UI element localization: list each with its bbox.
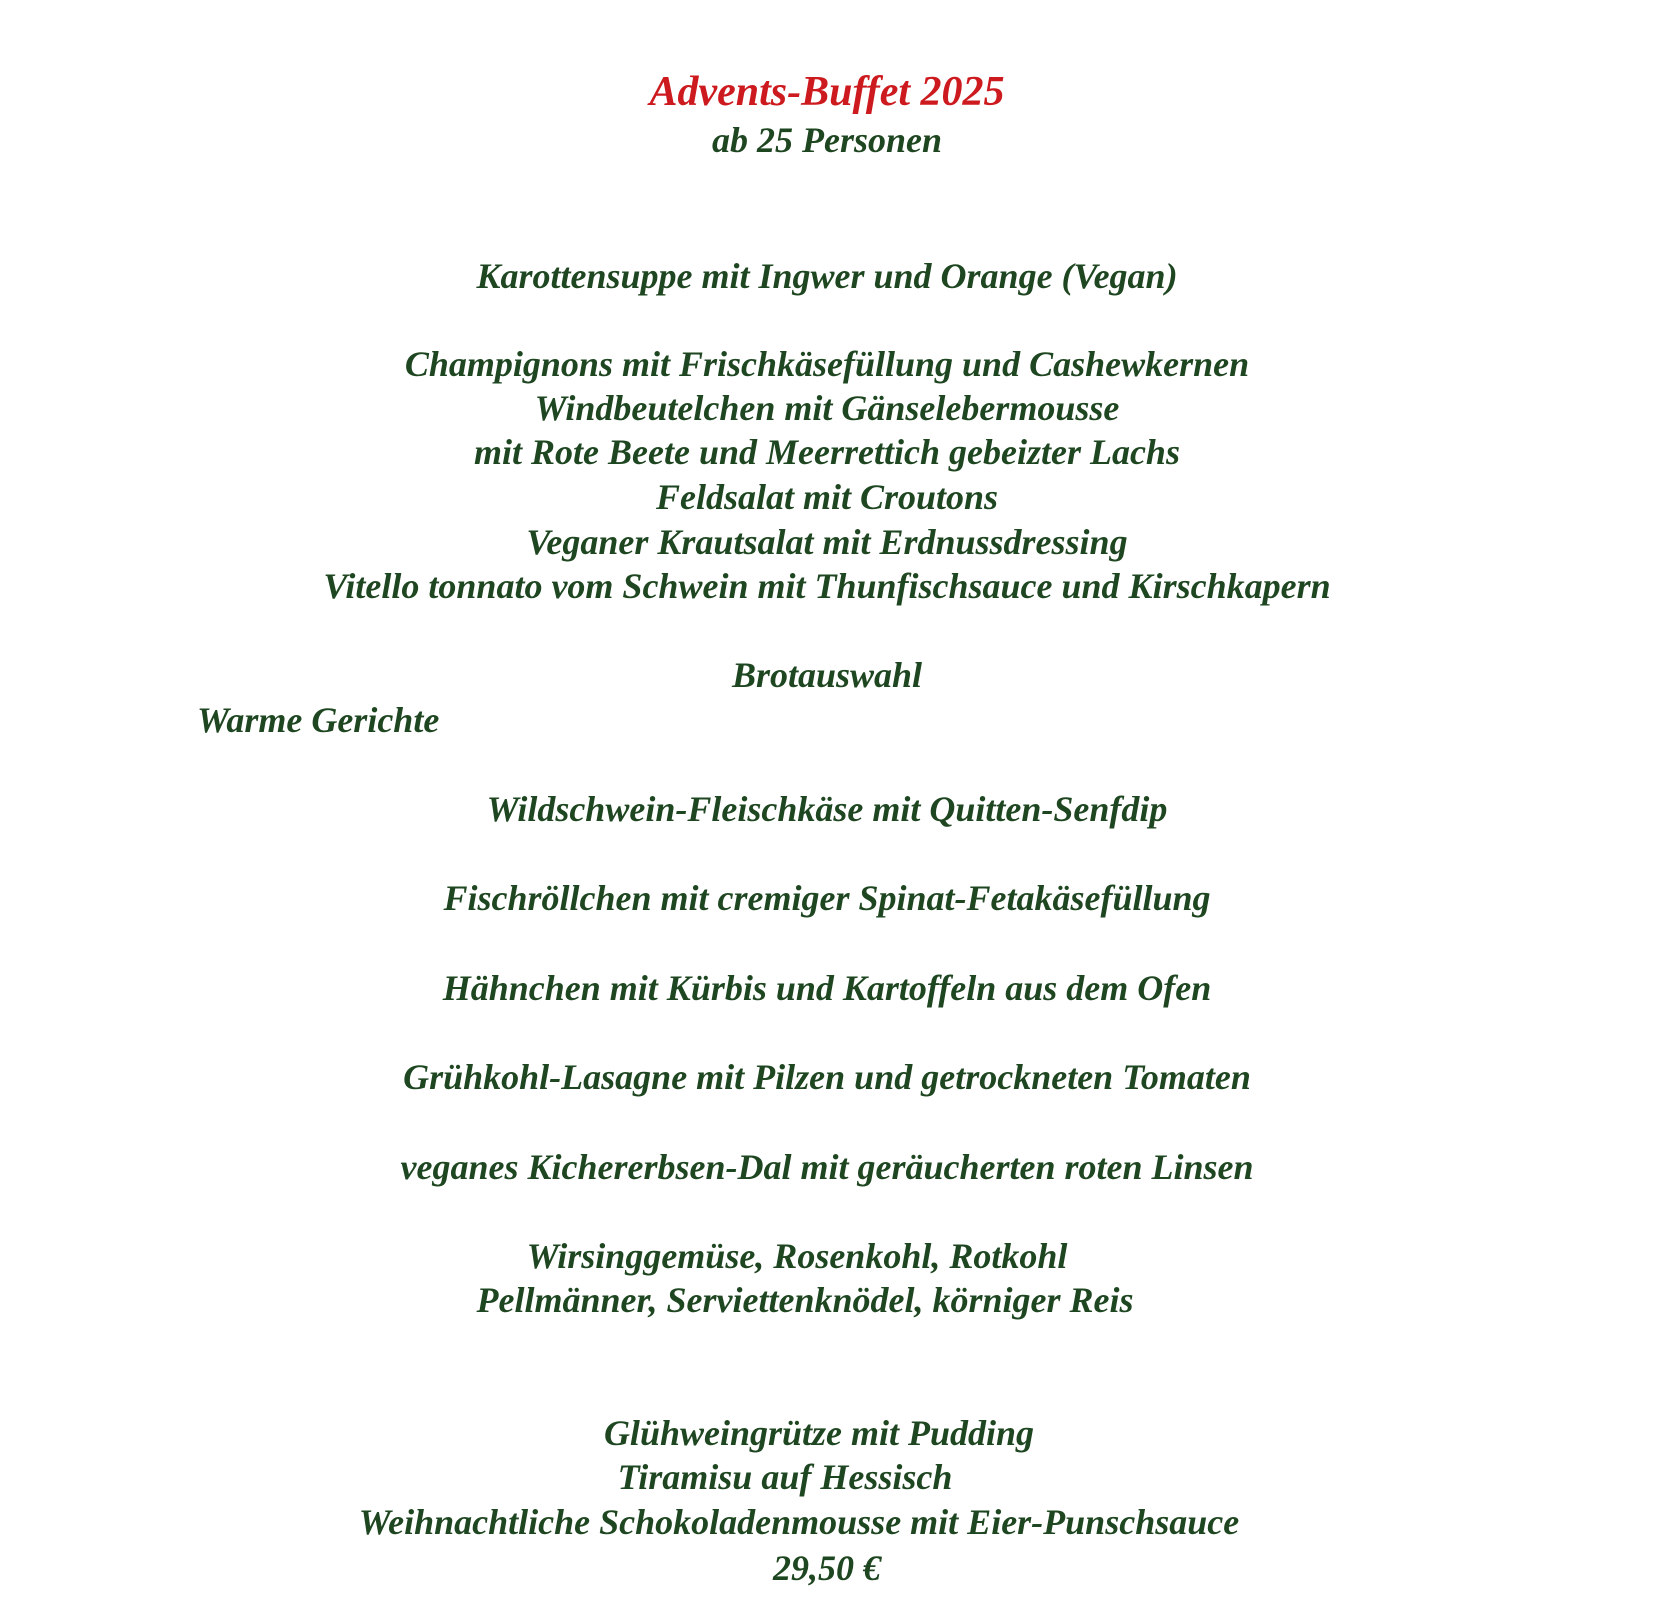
warm-dishes-heading: Warme Gerichte xyxy=(197,700,440,740)
menu-subtitle: ab 25 Personen xyxy=(711,120,942,160)
starter-item: Champignons mit Frischkäsefüllung und Cashewkernen xyxy=(404,344,1250,384)
starter-item: Windbeutelchen mit Gänselebermousse xyxy=(534,388,1120,428)
dessert-item: Tiramisu auf Hessisch xyxy=(617,1457,953,1497)
warm-dish-item: Fischröllchen mit cremiger Spinat-Fetakäsefüllung xyxy=(443,878,1211,918)
warm-dish-item: Hähnchen mit Kürbis und Kartoffeln aus dem Ofen xyxy=(442,968,1212,1008)
soup-item: Karottensuppe mit Ingwer und Orange (Vegan) xyxy=(476,256,1178,296)
menu-title: Advents-Buffet 2025 xyxy=(649,69,1005,115)
bread-item: Brotauswahl xyxy=(731,655,923,695)
warm-dish-item: Grühkohl-Lasagne mit Pilzen und getrockneten Tomaten xyxy=(403,1057,1251,1097)
side-item: Wirsinggemüse, Rosenkohl, Rotkohl xyxy=(526,1236,1068,1276)
starter-item: mit Rote Beete und Meerrettich gebeizter Lachs xyxy=(474,432,1180,472)
side-item: Pellmänner, Serviettenknödel, körniger Reis xyxy=(476,1280,1134,1320)
dessert-item: Weihnachtliche Schokoladenmousse mit Eier-Punschsauce xyxy=(358,1502,1240,1542)
price: 29,50 € xyxy=(773,1548,881,1588)
starter-item: Veganer Krautsalat mit Erdnussdressing xyxy=(526,522,1128,562)
warm-dish-item: veganes Kichererbsen-Dal mit geräucherten roten Linsen xyxy=(400,1147,1254,1187)
starter-item: Feldsalat mit Croutons xyxy=(655,477,999,517)
dessert-item: Glühweingrütze mit Pudding xyxy=(603,1413,1035,1453)
warm-dish-item: Wildschwein-Fleischkäse mit Quitten-Senfdip xyxy=(486,789,1168,829)
starter-item: Vitello tonnato vom Schwein mit Thunfischsauce und Kirschkapern xyxy=(323,566,1331,606)
